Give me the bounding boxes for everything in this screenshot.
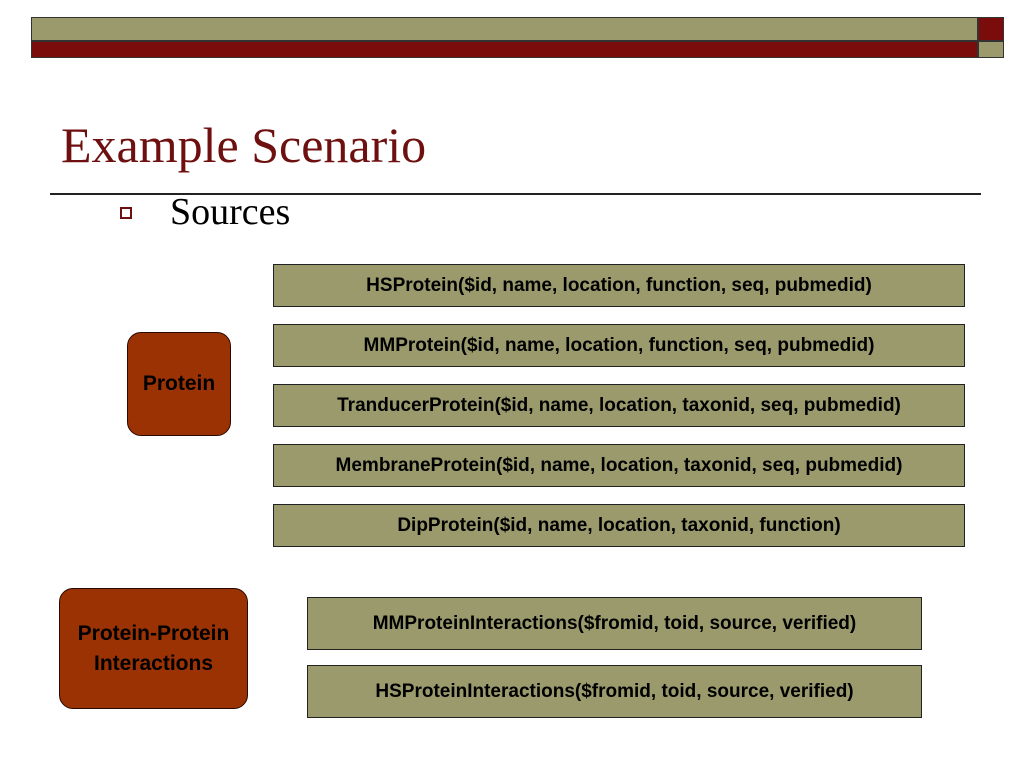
- source-hsprotein: HSProtein($id, name, location, function, seq, pubmedid): [273, 264, 965, 307]
- source-mmproteininteractions: MMProteinInteractions($fromid, toid, source, verified): [307, 597, 922, 650]
- category-ppi-label: Protein-Protein Interactions: [77, 622, 230, 675]
- category-protein-label: Protein: [142, 372, 216, 396]
- source-hsproteininteractions: HSProteinInteractions($fromid, toid, source, verified): [307, 665, 922, 718]
- banner-corner-bottom: [978, 41, 1004, 58]
- category-protein: [127, 332, 231, 436]
- category-protein-interactions: [59, 588, 248, 709]
- bullet-sources: Sources: [170, 191, 291, 233]
- slide-title: Example Scenario: [61, 117, 427, 173]
- source-dipprotein: DipProtein($id, name, location, taxonid, function): [273, 504, 965, 547]
- source-mmprotein: MMProtein($id, name, location, function, seq, pubmedid): [273, 324, 965, 367]
- banner-bottom-bar: [31, 41, 978, 58]
- banner-top-bar: [31, 17, 978, 41]
- banner-corner-top: [978, 17, 1004, 41]
- bullet-square-icon: [120, 207, 132, 219]
- source-tranducerprotein: TranducerProtein($id, name, location, taxonid, seq, pubmedid): [273, 384, 965, 427]
- source-membraneprotein: MembraneProtein($id, name, location, taxonid, seq, pubmedid): [273, 444, 965, 487]
